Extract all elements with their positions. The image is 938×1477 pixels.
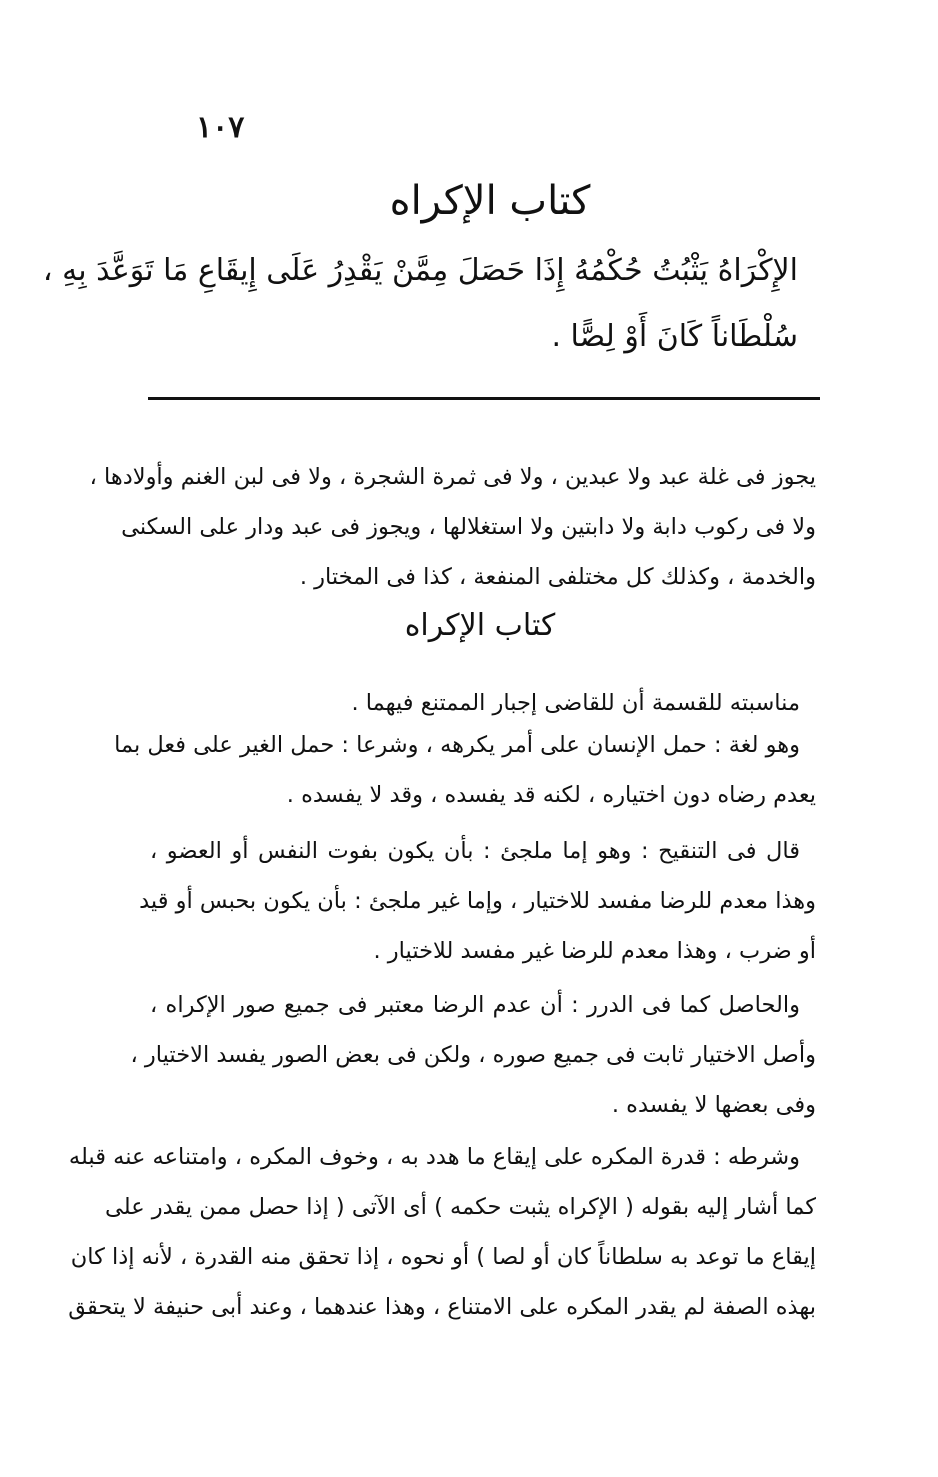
- sharh-line: وأصل الاختيار ثابت فى جميع صوره ، ولكن فى بعض الصور يفسد الاختيار ،: [130, 1042, 816, 1068]
- sharh-line: يجوز فى غلة عبد ولا عبدين ، ولا فى ثمرة الشجرة ، ولا فى لبن الغنم وأولادها ،: [89, 464, 816, 490]
- matn-line: الإِكْرَاهُ يَثْبُتُ حُكْمُهُ إِذَا حَصَلَ مِمَّنْ يَقْدِرُ عَلَى إِيقَاعِ مَا تَوَعَّدَ بِهِ ،: [42, 253, 798, 288]
- sharh-line: كما أشار إليه بقوله ( الإكراه يثبت حكمه ) أى الآتى ( إذا حصل ممن يقدر على: [105, 1194, 816, 1220]
- sharh-line: والحاصل كما فى الدرر : أن عدم الرضا معتبر فى جميع صور الإكراه ،: [150, 992, 800, 1018]
- sharh-line: والخدمة ، وكذلك كل مختلفى المنفعة ، كذا فى المختار .: [299, 564, 816, 590]
- matn-line: سُلْطَاناً كَانَ أَوْ لِصًّا .: [551, 319, 798, 354]
- page-number: ١٠٧: [196, 110, 245, 145]
- sharh-paragraph: [130, 980, 816, 1130]
- sharh-paragraph: [114, 720, 816, 820]
- matn-text-block: [42, 238, 798, 370]
- separator-rule: [148, 397, 820, 400]
- sharh-line: مناسبته للقسمة أن للقاضى إجبار الممتنع فيهما .: [351, 690, 800, 716]
- sharh-line: وشرطه : قدرة المكره على إيقاع ما هدد به ، وخوف المكره ، وامتناعه عنه قبله: [68, 1144, 800, 1170]
- sharh-line: وهو لغة : حمل الإنسان على أمر يكرهه ، وشرعا : حمل الغير على فعل بما: [114, 732, 800, 758]
- sharh-paragraph: [68, 1132, 816, 1332]
- sharh-line: وهذا معدم للرضا مفسد للاختيار ، وإما غير ملجئ : بأن يكون بحبس أو قيد: [139, 888, 816, 914]
- sharh-line: بهذه الصفة لم يقدر المكره على الامتناع ، وهذا عندهما ، وعند أبى حنيفة لا يتحقق: [68, 1294, 816, 1320]
- sharh-continuation-paragraph: [89, 452, 816, 602]
- sharh-line: ولا فى ركوب دابة ولا دابتين ولا استغلالها ، ويجوز فى عبد ودار على السكنى: [121, 514, 816, 540]
- sharh-line: إيقاع ما توعد به سلطاناً كان أو لصا ) أو نحوه ، إذا تحقق منه القدرة ، لأنه إذا كان: [70, 1244, 816, 1270]
- sharh-line: يعدم رضاه دون اختياره ، لكنه قد يفسده ، وقد لا يفسده .: [286, 782, 816, 808]
- matn-chapter-title: كتاب الإكراه: [389, 178, 591, 224]
- sharh-paragraph: [139, 826, 816, 976]
- sharh-line: قال فى التنقيح : وهو إما ملجئ : بأن يكون بفوت النفس أو العضو ،: [150, 838, 800, 864]
- sharh-chapter-title: كتاب الإكراه: [404, 608, 556, 643]
- sharh-line: أو ضرب ، وهذا معدم للرضا غير مفسد للاختيار .: [373, 938, 816, 964]
- sharh-line: وفى بعضها لا يفسده .: [611, 1092, 816, 1118]
